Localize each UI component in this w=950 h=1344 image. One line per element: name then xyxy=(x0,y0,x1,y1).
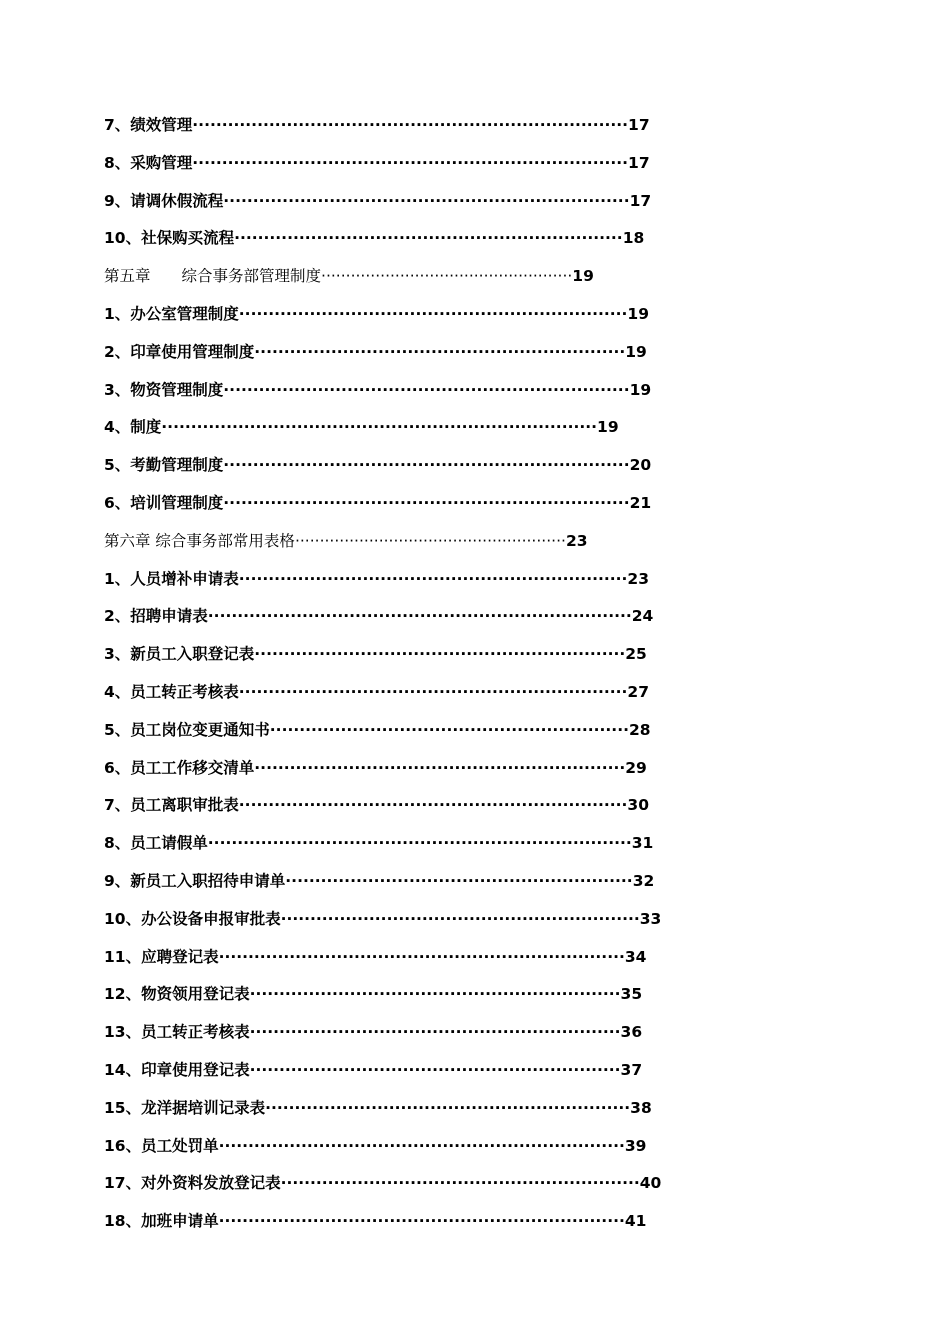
toc-entry-title: 2、招聘申请表 xyxy=(104,607,208,626)
toc-entry-title: 15、龙洋据培训记录表 xyxy=(104,1098,266,1117)
toc-page-number: 17 xyxy=(629,191,652,210)
toc-entry[interactable] xyxy=(104,1206,664,1244)
toc-leader-dots: ····································································· xyxy=(218,947,625,966)
toc-leader-dots: ····························································· xyxy=(280,1174,640,1193)
toc-entry-title: 9、请调休假流程 xyxy=(104,191,224,210)
toc-page-number: 19 xyxy=(597,418,619,437)
toc-entry-title: 6、员工工作移交清单 xyxy=(104,758,255,777)
toc-page-number: 20 xyxy=(629,456,652,475)
toc-page-number: 18 xyxy=(622,229,645,248)
toc-entry[interactable] xyxy=(104,1168,664,1206)
toc-entry-title: 7、绩效管理 xyxy=(104,116,193,134)
toc-entry[interactable] xyxy=(104,110,664,148)
toc-entry-title: 12、物资领用登记表 xyxy=(104,985,250,1004)
toc-page-number: 41 xyxy=(624,1212,647,1231)
toc-entry[interactable] xyxy=(104,375,664,413)
toc-entry[interactable] xyxy=(104,450,664,488)
toc-page-number: 24 xyxy=(631,607,654,626)
toc-entry[interactable] xyxy=(104,715,664,753)
toc-leader-dots: ·········································································· xyxy=(161,418,598,437)
toc-entry[interactable] xyxy=(104,488,664,526)
toc-page-number: 23 xyxy=(565,531,588,550)
toc-page-number: 27 xyxy=(627,682,649,701)
toc-leader-dots: ······························································· xyxy=(254,342,626,361)
toc-leader-dots: ······················································· xyxy=(294,531,566,550)
toc-entry[interactable] xyxy=(104,677,664,715)
toc-leader-dots: ····························································· xyxy=(269,720,629,739)
toc-entry-title: 11、应聘登记表 xyxy=(104,947,219,966)
toc-entry-title: 10、办公设备申报审批表 xyxy=(104,909,281,928)
toc-entry-title: 10、社保购买流程 xyxy=(104,229,235,248)
toc-leader-dots: ····························································· xyxy=(280,909,640,928)
toc-entry-title: 16、员工处罚单 xyxy=(104,1136,219,1155)
toc-chapter-title: 第五章 综合事务部管理制度 xyxy=(104,267,322,286)
toc-page-number: 31 xyxy=(631,834,654,853)
toc-entry[interactable] xyxy=(104,790,664,828)
toc-page-number: 25 xyxy=(625,645,647,664)
toc-page-number: 34 xyxy=(624,947,647,966)
toc-entry-title: 8、采购管理 xyxy=(104,153,193,172)
toc-entry-title: 18、加班申请单 xyxy=(104,1212,219,1231)
toc-entry[interactable] xyxy=(104,186,664,224)
toc-page-number: 32 xyxy=(632,871,655,890)
toc-page-number: 39 xyxy=(624,1136,647,1155)
toc-page-number: 21 xyxy=(629,493,652,512)
toc-entry[interactable] xyxy=(104,1017,664,1055)
toc-leader-dots: ······························································ xyxy=(265,1098,631,1117)
toc-leader-dots: ·········································································· xyxy=(192,116,629,134)
toc-entry[interactable] xyxy=(104,942,664,980)
toc-page-number: 17 xyxy=(628,153,650,172)
toc-entry[interactable] xyxy=(104,1093,664,1131)
toc-entry[interactable] xyxy=(104,601,664,639)
toc-page-number: 35 xyxy=(620,985,643,1004)
toc-page-number: 40 xyxy=(639,1174,662,1193)
toc-entry-title: 6、培训管理制度 xyxy=(104,493,224,512)
toc-entry-title: 5、员工岗位变更通知书 xyxy=(104,720,270,739)
toc-leader-dots: ········································································ xyxy=(207,834,632,853)
toc-leader-dots: ··························································· xyxy=(285,871,633,890)
toc-entry-title: 17、对外资料发放登记表 xyxy=(104,1174,281,1193)
toc-entry-title: 4、员工转正考核表 xyxy=(104,682,239,701)
toc-page-number: 37 xyxy=(620,1060,643,1079)
toc-entry[interactable] xyxy=(104,979,664,1017)
toc-entry[interactable] xyxy=(104,299,664,337)
toc-page-number: 23 xyxy=(627,569,649,588)
toc-leader-dots: ······························································· xyxy=(249,1060,621,1079)
toc-entry[interactable] xyxy=(104,1055,664,1093)
toc-entry[interactable] xyxy=(104,412,664,450)
toc-leader-dots: ······························································· xyxy=(254,758,626,777)
toc-page-number: 36 xyxy=(620,1023,643,1042)
toc-entry-title: 2、印章使用管理制度 xyxy=(104,342,255,361)
toc-entry[interactable] xyxy=(104,148,664,186)
toc-entry-title: 3、物资管理制度 xyxy=(104,380,224,399)
toc-chapter-title: 第六章 综合事务部常用表格 xyxy=(104,531,295,550)
toc-entry[interactable] xyxy=(104,639,664,677)
toc-entry-title: 7、员工离职审批表 xyxy=(104,796,239,815)
toc-entry-title: 5、考勤管理制度 xyxy=(104,456,224,475)
toc-leader-dots: ····································································· xyxy=(218,1212,625,1231)
toc-entry[interactable] xyxy=(104,828,664,866)
toc-page-number: 30 xyxy=(627,796,649,815)
toc-leader-dots: ····································································· xyxy=(223,191,630,210)
toc-entry-title: 4、制度 xyxy=(104,418,162,437)
toc-entry[interactable] xyxy=(104,1131,664,1169)
toc-entry-title: 14、印章使用登记表 xyxy=(104,1060,250,1079)
toc-entry-title: 13、员工转正考核表 xyxy=(104,1023,250,1042)
toc-page-number: 17 xyxy=(628,116,650,134)
toc-entry-title: 9、新员工入职招待申请单 xyxy=(104,871,286,890)
toc-page-number: 19 xyxy=(625,342,647,361)
toc-entry[interactable] xyxy=(104,564,664,602)
toc-page-number: 19 xyxy=(572,267,594,286)
toc-page-number: 29 xyxy=(625,758,647,777)
toc-leader-dots: ·································································· xyxy=(238,304,628,323)
toc-entry-title: 1、办公室管理制度 xyxy=(104,304,239,323)
toc-page-number: 38 xyxy=(630,1098,652,1117)
toc-leader-dots: ····································································· xyxy=(218,1136,625,1155)
toc-leader-dots: ·································································· xyxy=(234,229,623,248)
toc-entry[interactable] xyxy=(104,337,664,375)
toc-entry[interactable] xyxy=(104,223,664,261)
toc-page-number: 28 xyxy=(628,720,651,739)
toc-leader-dots: ······························································· xyxy=(249,985,621,1004)
toc-leader-dots: ·································································· xyxy=(238,569,628,588)
toc-leader-dots: ······························································· xyxy=(254,645,626,664)
toc-leader-dots: ······························································· xyxy=(249,1023,621,1042)
toc-chapter-entry[interactable] xyxy=(104,261,664,299)
table-of-contents xyxy=(104,110,664,1244)
toc-entry[interactable] xyxy=(104,866,664,904)
toc-leader-dots: ········································································ xyxy=(207,607,632,626)
toc-entry-title: 3、新员工入职登记表 xyxy=(104,645,255,664)
toc-leader-dots: ··················································· xyxy=(321,267,573,286)
toc-chapter-entry[interactable] xyxy=(104,526,664,564)
toc-leader-dots: ····································································· xyxy=(223,456,630,475)
toc-leader-dots: ····································································· xyxy=(223,380,630,399)
toc-page-number: 33 xyxy=(639,909,662,928)
toc-entry-title: 1、人员增补申请表 xyxy=(104,569,239,588)
toc-page-number: 19 xyxy=(629,380,652,399)
toc-entry-title: 8、员工请假单 xyxy=(104,834,208,853)
toc-entry[interactable] xyxy=(104,904,664,942)
toc-leader-dots: ·········································································· xyxy=(192,153,629,172)
toc-leader-dots: ·································································· xyxy=(238,796,628,815)
toc-entry[interactable] xyxy=(104,753,664,791)
toc-leader-dots: ····································································· xyxy=(223,493,630,512)
toc-page-number: 19 xyxy=(627,304,649,323)
toc-leader-dots: ·································································· xyxy=(238,682,628,701)
